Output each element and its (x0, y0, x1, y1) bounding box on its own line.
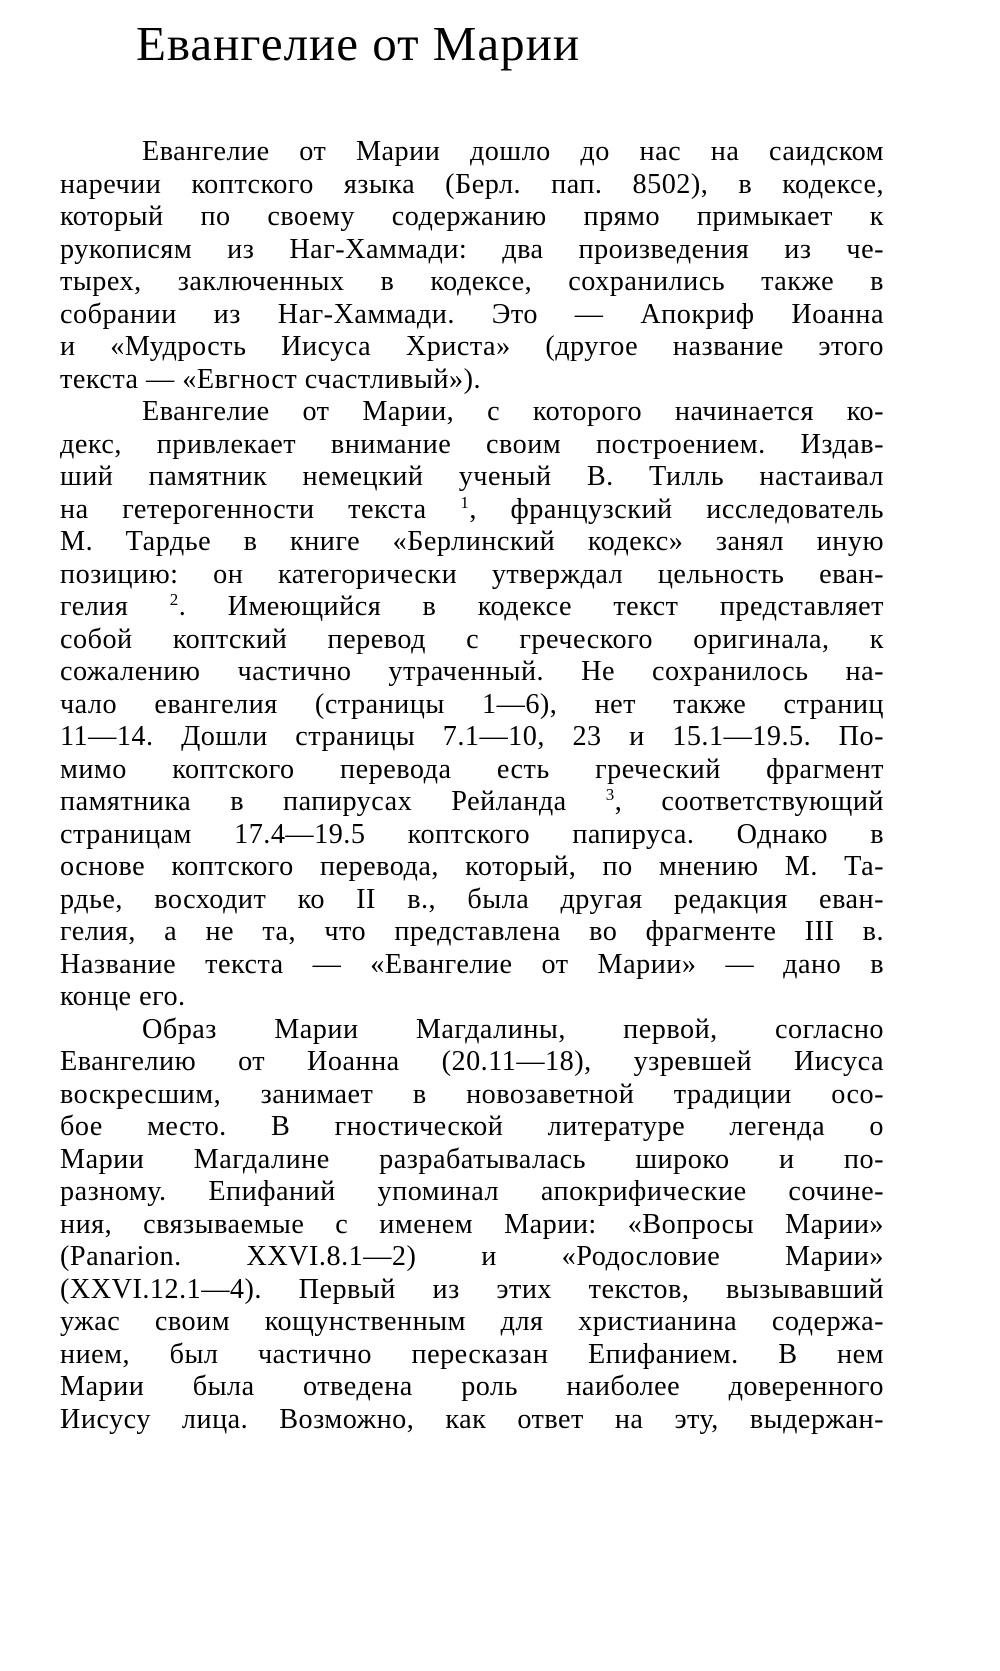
text-line: основе коптского перевода, который, по мнению М. Та- (60, 851, 884, 882)
text-line: и «Мудрость Иисуса Христа» (другое название этого (60, 331, 884, 362)
text-line: (Panarion. XXVI.8.1—2) и «Родословие Марии» (60, 1241, 884, 1272)
text-line: Иисусу лица. Возможно, как ответ на эту, выдержан- (60, 1403, 884, 1435)
text-line: ший памятник немецкий ученый В. Тилль настаивал (60, 461, 884, 492)
text-line: ужас своим кощунственным для христианина содержа- (60, 1306, 884, 1337)
text-line: рдье, восходит ко II в., была другая редакция еван- (60, 883, 884, 915)
text-line: М. Тардье в книге «Берлинский кодекс» занял иную (60, 526, 884, 557)
text-line: разному. Епифаний упоминал апокрифические сочине- (60, 1176, 884, 1207)
body-text (60, 136, 884, 1436)
text-line: Марии Магдалине разрабатывалась широко и по- (60, 1143, 884, 1175)
text-segment: на гетерогенности текста (60, 493, 461, 525)
text-segment: . Имеющийся в кодексе текст представляет (178, 591, 884, 622)
text-line: нием, был частично пересказан Епифанием. В нем (60, 1338, 884, 1370)
text-line: собрании из Наг-Хаммади. Это — Апокриф Иоанна (60, 298, 884, 330)
text-segment: гелия (60, 591, 170, 622)
text-line: рукописям из Наг-Хаммади: два произведения из че- (60, 233, 884, 265)
paragraph (60, 1014, 884, 1437)
text-line: позицию: он категорически утверждал цельность еван- (60, 558, 884, 590)
text-line: гелия, а не та, что представлена во фрагменте III в. (60, 916, 884, 947)
text-line: страницам 17.4—19.5 коптского папируса. Однако в (60, 818, 884, 850)
text-line: который по своему содержанию прямо примыкает к (60, 201, 884, 232)
text-line: конце его. (60, 981, 186, 1012)
text-line: Образ Марии Магдалины, первой, согласно (142, 1013, 884, 1045)
text-line: Евангелию от Иоанна (20.11—18), узревшей Иисуса (60, 1046, 884, 1077)
text-line: 11—14. Дошли страницы 7.1—10, 23 и 15.1—19.5. По- (60, 721, 884, 752)
text-line: бое место. В гностической литературе легенда о (60, 1111, 884, 1142)
footnote-ref: 1 (460, 492, 470, 512)
paragraph (60, 396, 884, 1014)
text-line: Марии была отведена роль наиболее доверенного (60, 1371, 884, 1402)
text-line: ния, связываемые с именем Марии: «Вопросы Марии» (60, 1208, 884, 1240)
text-line (60, 786, 884, 819)
text-line: наречии коптского языка (Берл. пап. 8502), в кодексе, (60, 168, 884, 200)
text-line: Евангелие от Марии дошло до нас на саидском (142, 136, 884, 167)
text-line (60, 591, 884, 624)
text-line: сожалению частично утраченный. Не сохранилось на- (60, 656, 884, 687)
text-segment: памятника в папирусах Рейланда (60, 786, 606, 817)
text-segment: , французский исследователь (469, 493, 884, 525)
text-line: Название текста — «Евангелие от Марии» — дано в (60, 948, 884, 980)
footnote-ref: 2 (169, 590, 179, 609)
text-line: тырех, заключенных в кодексе, сохранились также в (60, 266, 884, 297)
text-line: чало евангелия (страницы 1—6), нет также страниц (60, 688, 884, 720)
text-line: воскресшим, занимает в новозаветной традиции осо- (60, 1078, 884, 1110)
text-line: декс, привлекает внимание своим построением. Издав- (60, 428, 884, 460)
paragraph (60, 136, 884, 396)
text-line: Евангелие от Марии, с которого начинается ко- (142, 396, 884, 427)
text-line (60, 494, 884, 527)
text-line: текста — «Евгност счастливый»). (60, 363, 481, 395)
text-line: собой коптский перевод с греческого оригинала, к (60, 623, 884, 655)
chapter-title: Евангелие от Марии (136, 16, 581, 71)
text-line: мимо коптского перевода есть греческий фрагмент (60, 753, 884, 785)
footnote-ref: 3 (605, 785, 615, 804)
text-segment: , соответствующий (614, 786, 884, 817)
text-line: (XXVI.12.1—4). Первый из этих текстов, вызывавший (60, 1273, 884, 1305)
